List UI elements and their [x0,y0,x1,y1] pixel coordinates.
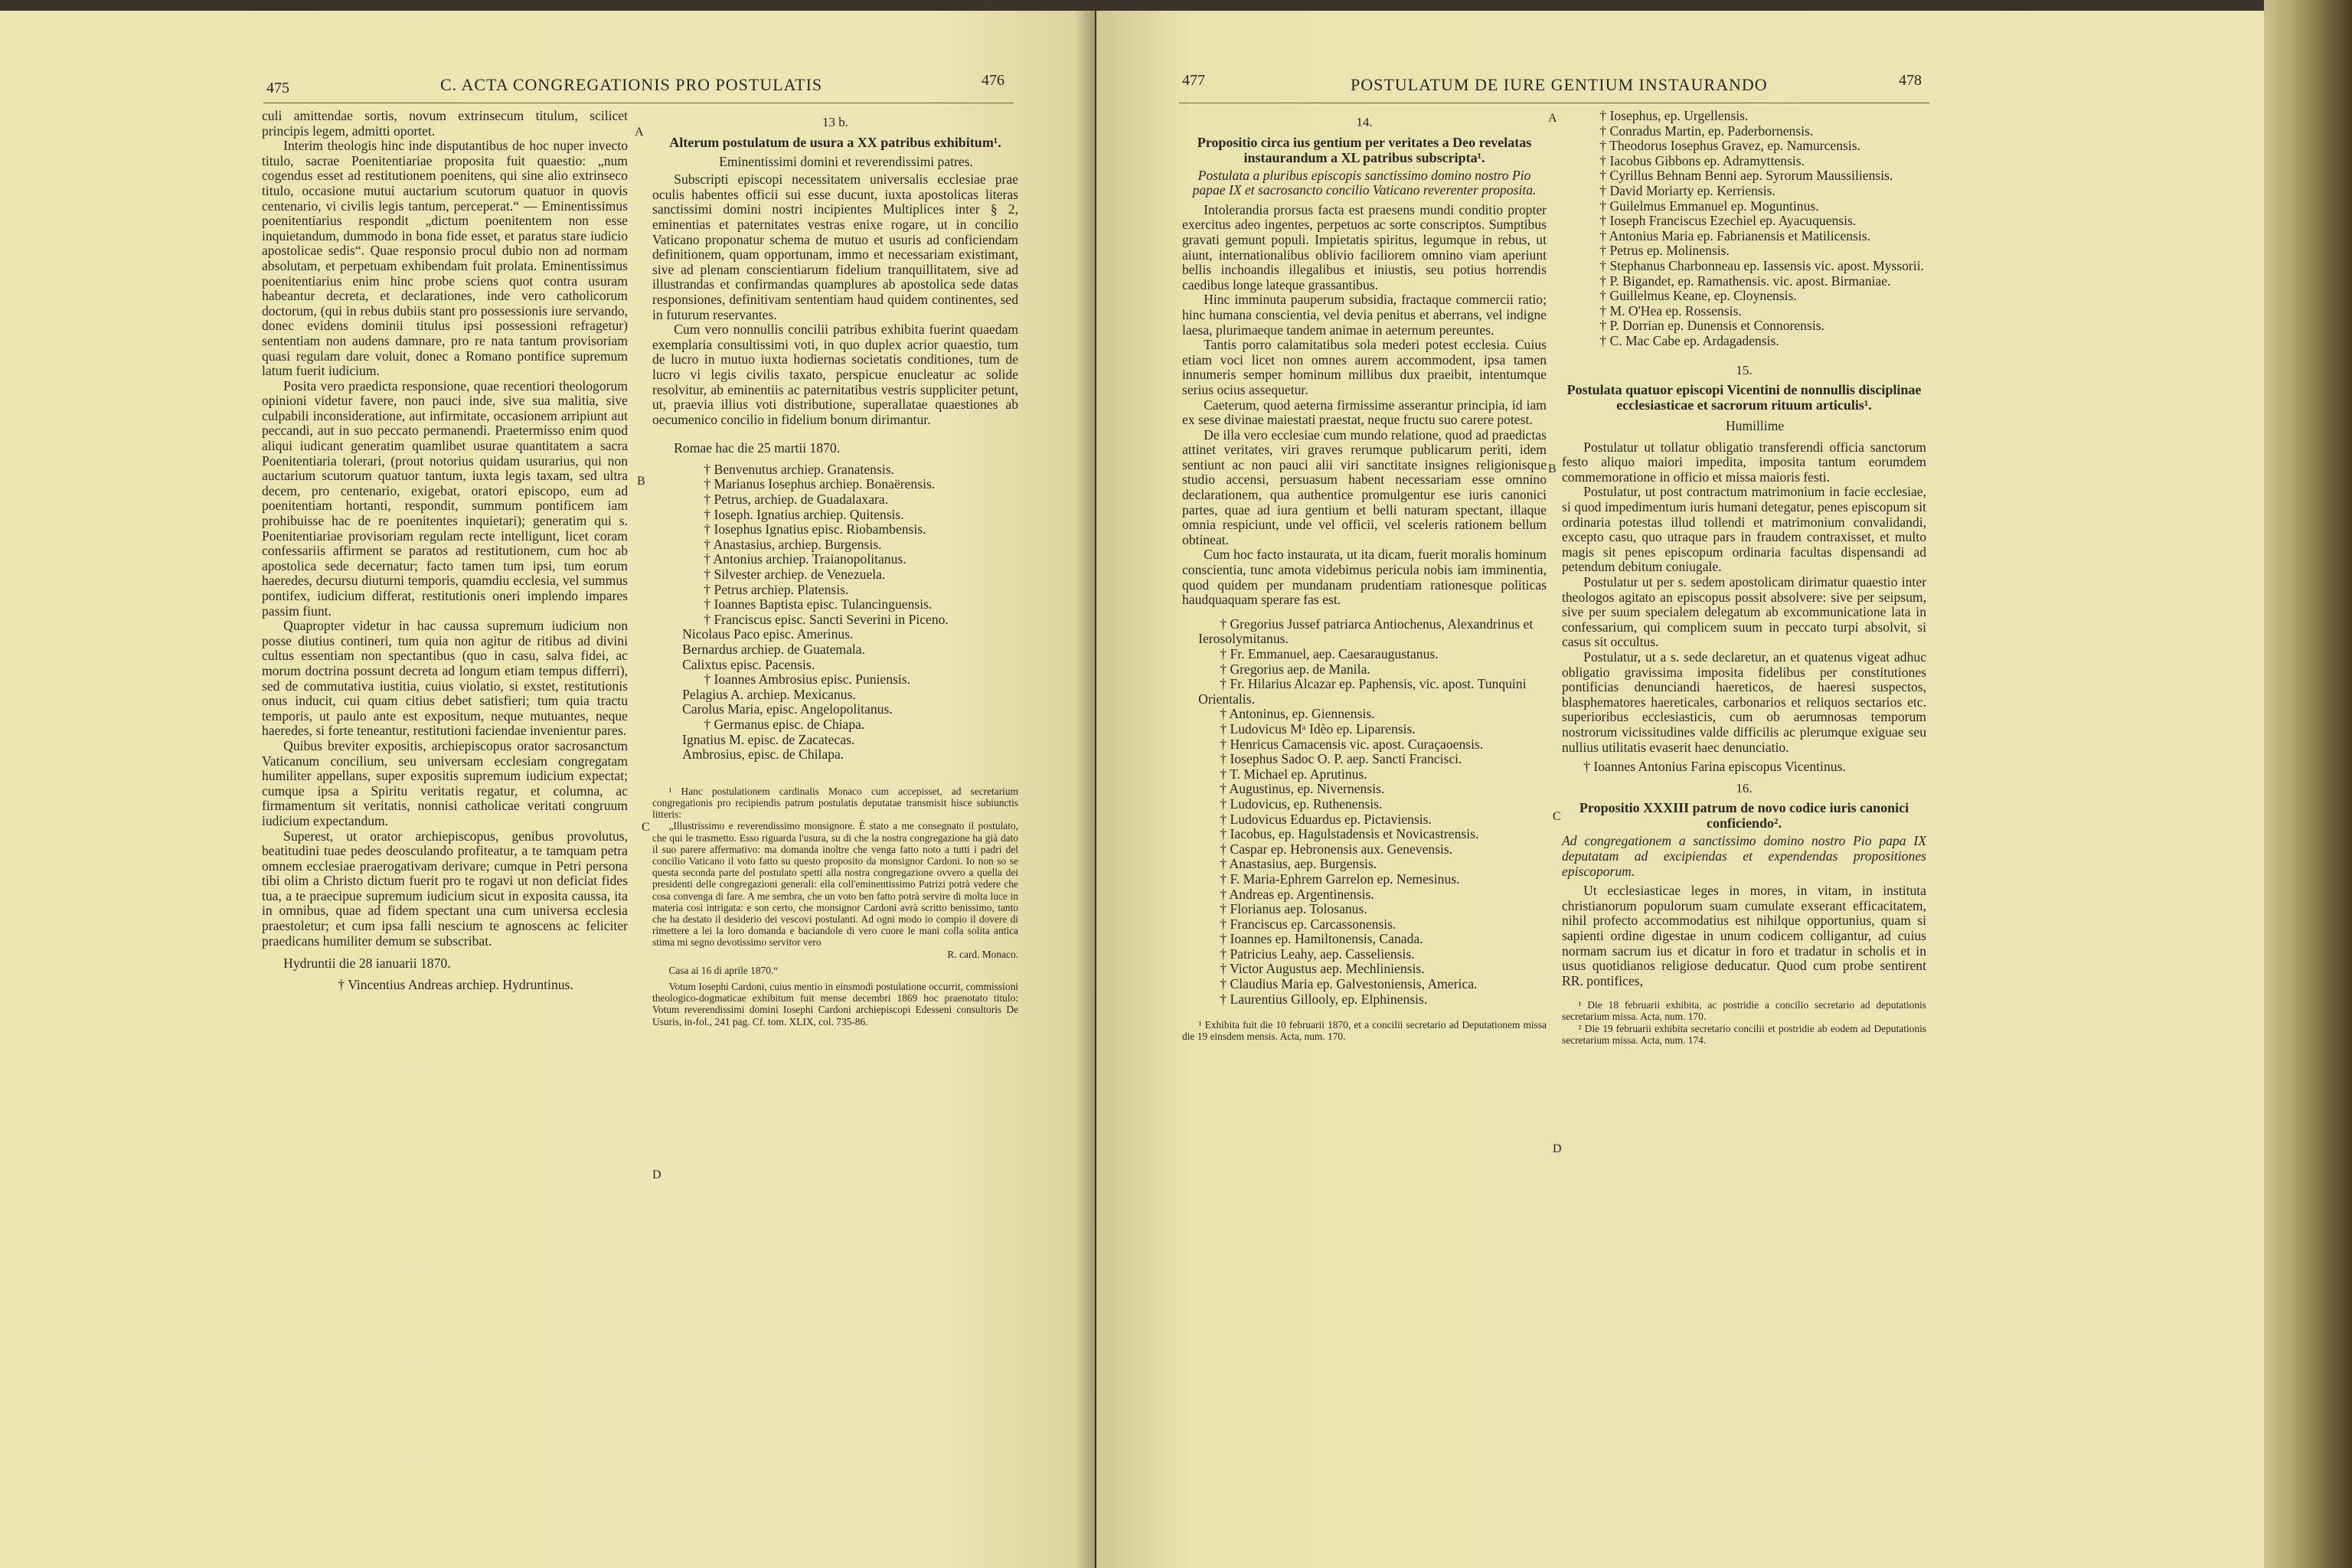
paragraph: Postulatur, ut a s. sede declaretur, an et quatenus vigeat adhuc obligatio gravissima imposita fidelibus per constitutiones pontificias denunciandi haereticos, de haeresi suspectos, blasphematores haereticales, carbonarios et reliquos sectarios etc. superioribus ecclesiasticis, cum ob aerumnosas temporum nostrorum vicissitudines valde difficilis ac plerumque exiguae seu nullius utilitatis evaserit haec denunciatio. [1562,649,1926,755]
footnotes [1562,999,1926,1046]
page-number-right: 476 [982,72,1004,89]
signatory: Ignatius M. episc. de Zacatecas. [682,731,855,747]
book-fore-edge [2264,0,2352,1568]
paragraph: Postulatur ut tollatur obligatio transferendi officia sanctorum festo aliquo maiori impedita, imposita tantum eorumdem commemoratione in officio et missa maioris festi. [1562,439,1926,485]
paragraph: Hinc imminuta pauperum subsidia, fractaque commercii ratio; hinc humana conscientia, vel devia penitus et aberrans, vel indigne laesa, plurimaeque tandem animae in aeternum pereuntes. [1182,292,1547,338]
margin-letter-c: C [1553,810,1561,823]
salutation: Eminentissimi domini et reverendissimi patres. [719,153,973,169]
signatory: † Gregorius Jussef patriarca Antiochenus, Alexandrinus et Ierosolymitanus. [1198,616,1534,647]
section-number: 14. [1356,115,1373,129]
section-title: Postulata quatuor episcopi Vicentini de nonnullis disciplinae ecclesiasticae et sacrorum rituum articulis¹. [1566,382,1922,413]
footnote: ¹ Hanc postulationem cardinalis Monaco cum accepisset, ad secretarium congregationis pro recipiendis patrum postulatis deputatae transmisit hisce subiunctis litteris: [652,785,1018,821]
signatory: Carolus Maria, episc. Angelopolitanus. [682,701,893,717]
paragraph: Quibus breviter expositis, archiepiscopus orator sacrosanctum Vaticanum concilium, seu universam ecclesiam congregatam humiliter appellans, super expositis supremum iudicium expectat; cumque ipsa a Spiritu veritatis regatur, et columna, ac firmamentum sit veritatis, nonnisi catholicae veritati congruum iudicium expectandum. [262,737,628,828]
paragraph: Interim theologis hinc inde disputantibus de hoc nuper invecto titulo, sacrae Poenitentiariae proposita fuit quaestio: „num cogendus esset ad restitutionem poenitens, qui sine alio extrinseco titulo, occasione mutui auctarium scutorum quatuor in quovis centenario, vi civilis legis tantum, perceperat.“ — Eminentissimus poenitentiarius respondit „dictum poenitentem non esse inquietandum, dummodo in bona fide esset, et paratus stare iudicio apostolicae sedis“. Quae responsio procul dubio non ad normam absolutam, et perpetuam exhibendam fuit prolata. Eminentissimus poenitentiarius enim hinc probe sciens quot contra usuram habeantur decreta, et declarationes, inde vero catholicorum doctorum, (qui in rebus dubiis stant pro possessionis iure servando, donec evidens dominii titulus ipsi possessioni refragetur) sententiam non audens damnare, pro re nata tantum provisoriam quasi regulam dare voluit, donec a Romano pontifice supremum latum fuerit iudicium. [262,138,628,379]
signatory: † David Moriarty ep. Kerriensis. [1599,182,1775,198]
signatories [1562,109,1926,349]
signatory: † Andreas ep. Argentinensis. [1220,886,1374,902]
signatory: † C. Mac Cabe ep. Ardagadensis. [1599,332,1779,348]
margin-letter-b: B [637,475,645,488]
section-title: Propositio XXXIII patrum de novo codice iuris canonici conficiendo². [1579,800,1909,831]
signatory: † Antoninus, ep. Giennensis. [1220,706,1375,722]
signatory: † Ioannes ep. Hamiltonensis, Canada. [1220,931,1423,947]
signatories [1182,617,1547,1007]
footnote-date: Casa ai 16 di aprile 1870.“ [668,964,779,976]
right-column-1 [1182,109,1547,1043]
salutation: Humillime [1725,418,1785,434]
signatory: † Ioannes Ambrosius episc. Puniensis. [704,671,911,688]
margin-letter-a: A [1548,112,1557,125]
paragraph: Postulatur, ut post contractum matrimonium in facie ecclesiae, si quod impedimentum iuris humani detegatur, penes episcopum sit ordinaria potestas illud tollendi et matrimonium convalidandi, excepto casu, quo utraque pars in fraudem contraxisset, et multo magis sit penes episcopum ordinaria facultas dispensandi ad petendum debitum coniugale. [1562,484,1926,575]
paragraph: Superest, ut orator archiepiscopus, genibus provolutus, beatitudini tuae pedes deosculando profiteatur, a te tamquam petra omnem ecclesiae praerogativam derivare; cumque in Petri persona tibi olim a Christo dictum fuerit pro te rogavi ut non deficiat fides tua, a te praecipue supremum iudicium sicut in exposita caussa, ita in omnibus, quae ad fidem spectant una cum universa ecclesia praestoletur; et cum ipsa falli nescium te agnoscens ac feliciter praedicans humiliter demum se subscribat. [262,828,628,949]
margin-letter-d: D [652,1168,662,1181]
signatory: † Antonius archiep. Traianopolitanus. [704,551,906,567]
left-column-1 [262,109,628,995]
paragraph: Quapropter videtur in hac caussa supremum iudicium non posse diutius contineri, tum quia non agitur de ritibus ad divini cultus essentiam non spectantibus (quo in casu, salva fidei, ac morum doctrina possunt decreta ad longum etiam tempus differri), sed de commutativa iustitia, cuius violatio, si exstet, restitutionis onus inducit, cui quam citius debet satisfieri; tum quia tractu temporis, ut paulo ante est expositum, neque mutuantes, neque haeredes, si forte teneantur, restitutioni faciendae invenientur pares. [262,618,628,739]
signatory: † Fr. Emmanuel, aep. Caesaraugustanus. [1220,646,1439,662]
paragraph: De illa vero ecclesiae cum mundo relatione, quod ad praedictas attinet veritates, viri graves rerumque publicarum periti, idem sentiunt ac non pauci alii viri sanctitate insignes religionisque studio accensi, persuasum habent necessariam esse omnino declarationem, qua authentice promulgentur ese iuris canonici partes, quae ad iura gentium et belli naturam spectant, illaque omnia respiciunt, unde vel officii, vel sceleris rationem bellum obtineat. [1182,426,1547,547]
footnote: Votum Iosephi Cardoni, cuius mentio in einsmodi postulatione occurrit, commissioni theologico-dogmaticae exhibitum fuit mense decembri 1869 hoc praenotato titulo: Votum reverendissimi domini Iosephi Cardoni archiepiscopi Edesseni consultoris De Usuris, in-fol., 241 pag. Cf. tom. XLIX, col. 735-86. [652,981,1018,1027]
signatory: † Gregorius aep. de Manila. [1220,661,1370,677]
signatory: † P. Dorrian ep. Dunensis et Connorensis. [1599,318,1824,334]
signatory: † Stephanus Charbonneau ep. Iassensis vic. apost. Myssorii. [1599,257,1924,273]
signatory: † T. Michael ep. Aprutinus. [1220,766,1367,782]
signatory: † Iosephus Sadoc O. P. aep. Sancti Francisci. [1220,751,1462,767]
signatory: † Petrus archiep. Platensis. [704,581,849,597]
signatory: † Ioannes Baptista episc. Tulancinguensis. [704,596,933,612]
footnote: ¹ Die 18 februarii exhibita, ac postridie a concilio secretario ad deputationis secretarium missa. Acta, num. 170. [1562,999,1926,1023]
signatory: † F. Maria-Ephrem Garrelon ep. Nemesinus. [1220,871,1460,887]
date-line: Romae hac die 25 martii 1870. [674,440,841,456]
signatory: † Cyrillus Behnam Benni aep. Syrorum Maussiliensis. [1599,168,1893,184]
footnote: ¹ Exhibita fuit die 10 februarii 1870, et a concilii secretario ad Deputationem missa die 19 einsdem mensis. Acta, num. 170. [1182,1019,1547,1043]
signatory: † Anastasius, archiep. Burgensis. [704,536,882,552]
signatory: † Germanus episc. de Chiapa. [704,716,865,732]
signatory: † Iacobus, ep. Hagulstadensis et Novicastrensis. [1220,826,1479,842]
signatory: † Guilelmus Emmanuel ep. Moguntinus. [1599,198,1819,214]
signatories [652,462,1018,763]
signatory: † Antonius Maria ep. Fabrianensis et Matilicensis. [1599,227,1871,243]
signatory: † Iacobus Gibbons ep. Adramyttensis. [1599,152,1805,168]
signatory: † Franciscus ep. Carcassonensis. [1220,916,1396,932]
right-column-2 [1562,109,1926,1046]
page-number-left: 475 [266,80,289,96]
signatory: † M. O'Hea ep. Rossensis. [1599,302,1742,318]
section-number: 16. [1736,780,1753,795]
section-number: 15. [1736,362,1753,377]
signatory: † Ioseph. Ignatius archiep. Quitensis. [704,506,904,522]
signatory: Ambrosius, episc. de Chilapa. [682,746,844,763]
date-line: Hydruntii die 28 ianuarii 1870. [283,956,451,972]
signatory: † Anastasius, aep. Burgensis. [1220,856,1377,872]
footnote-signature: R. card. Monaco. [947,948,1018,960]
signatory: † Iosephus Ignatius episc. Riobambensis. [704,521,926,537]
footnote: „Illustrissimo e reverendissimo monsignore. È stato a me consegnato il postulato, che qui le trasmetto. Esso riguarda l'usura, su di che la nostra congregazione ha già dato il suo parere affermativo: ma domanda inoltre che venga fatto noto a tutti i padri del concilio Vaticano il voto fatto su questo proposito da monsignor Cardoni. Io non so se questa seconda parte del postulato spetti alla nostra congregazione ovvero a quella dei presidenti delle congregazioni generali: ella coll'eminentissimo Patrizi potrà vedere che cosa convenga di fare. A me sembra, che un voto ben fatto potrà servire di molta luce in materia così intrigata: e son certo, che monsignor Cardoni avrà scritto benissimo, tanto che ha destato il desiderio dei vescovi postulanti. Ad ogni modo io compio il dovere di rimettere a lei la loro domanda e baciandole di vero cuore le mani colla solita antica stima mi segno devotissimo servitor vero [652,820,1018,949]
signatory: † Victor Augustus aep. Mechliniensis. [1220,961,1425,977]
signatory: † Laurentius Gillooly, ep. Elphinensis. [1220,991,1428,1007]
signatory: † Iosephus, ep. Urgellensis. [1599,108,1749,123]
signatory: † Patricius Leahy, aep. Casseliensis. [1220,946,1415,962]
signatory: † Silvester archiep. de Venezuela. [704,567,886,583]
signatory: † Ioseph Franciscus Ezechiel ep. Ayacuquensis. [1599,213,1857,229]
running-header-right: POSTULATUM DE IURE GENTIUM INSTAURANDO [1351,75,1768,94]
signatory: † Conradus Martin, ep. Paderbornensis. [1599,122,1814,139]
footnotes [652,786,1018,1027]
paragraph: Posita vero praedicta responsione, quae recentiori theologorum opinioni videtur favere, non pauci inde, sive sua malitia, sive culpabili inconsideratione, aut infirmitate, occasionem arripiunt aut peccandi, aut in suo peccato permanendi. Praetermisso enim quod aliqui iudicant generatim quamlibet usurae quantitatem a sacra Poenitentiaria tolerari, (prout notorius quidam usurarius, qui non auctarium scutorum quatuor tantum, iuxta legis taxam, sed ultra decem, pro centenario, exigebat, oratori episcopo, eum ad poenitentiam hortanti, respondit, summum pontificem iam prohibuisse hac de re poenitentes inquietari); generatim qui s. Poenitentiariae provisoriam regulam recte intelligunt, licet coram confessariis affirment se paratos ad restitutionem, cum hoc ab apostolica sede decernatur; facto tamen tum ipsi, tum eorum haeredes, decursu diuturni temporis, quamdiu ecclesia, vel summus pontifex, iudicium differat, restitutionis oneri implendo impares passim fiunt. [262,377,628,619]
paragraph: Subscripti episcopi necessitatem universalis ecclesiae prae oculis habentes officii sui esse ducunt, iuxta apostolicas literas sanctissimi domini nostri incipientes Multiplices inter § 2, eminentias et paternitates vestras enixe rogare, ut in concilio Vaticano proponatur schema de mutuo et usuris ad conficiendam definitionem, quam opportunam, immo et necessariam existimant, sive ad plenam conscientiarum fidelium tranquillitatem, sive ad illustrandas et confirmandas quamplures ab apostolica sede datas responsiones, definitivam sententiam haud quidem continentes, sed in futurum reservantes. [652,172,1018,322]
section-subtitle: Ad congregationem a sanctissimo domino nostro Pio papa IX deputatam ad excipiendas et expendendas propositiones episcoporum. [1562,833,1926,879]
signatory: † Fr. Hilarius Alcazar ep. Paphensis, vic. apost. Tunquini Orientalis. [1198,676,1527,707]
signatory: Nicolaus Paco episc. Amerinus. [682,626,854,642]
section-title: Alterum postulatum de usura a XX patribus exhibitum¹. [669,134,1001,150]
signatory: Bernardus archiep. de Guatemala. [682,642,865,657]
signatory: † Ludovicus Eduardus ep. Pictaviensis. [1220,811,1432,827]
signature: † Vincentius Andreas archiep. Hydruntinus. [338,976,573,992]
paragraph: Postulatur ut per s. sedem apostolicam dirimatur quaestio inter theologos agitato an episcopus possit absolvere: sive per seipsum, sive per suum specialem delegatum ab excommunicatione lata in confessarium, qui complicem suum in peccato turpi absolvit, si casus sit occultus. [1562,574,1926,650]
signatory: † Benvenutus archiep. Granatensis. [704,461,894,477]
signatory: † Henricus Camacensis vic. apost. Curaçaoensis. [1220,736,1484,752]
signatory: † Petrus ep. Molinensis. [1599,243,1730,259]
page-number-right: 478 [1899,72,1922,89]
left-page [0,11,1095,1568]
signatory: † Florianus aep. Tolosanus. [1220,901,1367,917]
paragraph: Caeterum, quod aeterna firmissime asserantur principia, id iam ex sese divinae maiestati praestat, neque fructu suo carere potest. [1182,397,1547,428]
signatory: † Caspar ep. Hebronensis aux. Genevensis. [1220,841,1453,857]
paragraph: Intolerandia prorsus facta est praesens mundi conditio propter exercitus adeo ingentes, perpetuos ac sorte conscriptos. Sumptibus gravati gemunt populi. Impietatis spiritus, legumque in rebus, ut aiunt, internationalibus oblivio faciliorem omnino viam aperiunt bellis inchoandis illegalibus et iniustis, seu potius horrendis caedibus longe lateque grassantibus. [1182,201,1547,292]
signatory: † Claudius Maria ep. Galvestoniensis, America. [1220,976,1478,992]
footnotes [1182,1019,1547,1042]
page-number-left: 477 [1182,72,1205,89]
paragraph: Cum hoc facto instaurata, ut ita dicam, fuerit moralis hominum conscientia, tunc amota videbimus pericula nobis iam imminentia, quod quidem per mundanam prudentiam rationesque politicas haudquaquam sperare fas est. [1182,547,1547,608]
signatory: † Augustinus, ep. Nivernensis. [1220,781,1385,797]
signatory: Calixtus episc. Pacensis. [682,656,815,672]
paragraph: Ut ecclesiasticae leges in mores, in vitam, in instituta christianorum populorum suam cumulate exserant efficacitatem, nihil profecto accommodatius est nihilque opportunius, quam si sapienti ordine digestae in unum codicem colligantur, ad cuius normam sacrum ius et dicatur in foro et tradatur in scholis et in usus quotidianos religiose deducatur. Quod cum probe sentirent RR. pontifices, [1562,883,1926,988]
right-page [1096,11,2264,1568]
running-header-left: C. ACTA CONGREGATIONIS PRO POSTULATIS [440,75,823,94]
signatory: † Marianus Iosephus archiep. Bonaërensis. [704,476,936,492]
signatory: † Franciscus episc. Sancti Severini in Piceno. [704,611,949,627]
margin-letter-d: D [1553,1142,1562,1155]
signatory: † Ludovicus, ep. Ruthenensis. [1220,795,1383,812]
section-title: Propositio circa ius gentium per veritates a Deo revelatas instaurandum a XL patribus subscripta¹. [1197,134,1532,165]
section-subtitle: Postulata a pluribus episcopis sanctissimo domino nostro Pio papae IX et sacrosancto concilio Vaticano reverenter proposita. [1192,167,1537,198]
signatory: † Ludovicus Mᵃ Idèo ep. Liparensis. [1220,720,1416,737]
paragraph: Cum vero nonnullis concilii patribus exhibita fuerint quaedam exemplaria consultissimi voti, in quo duplex acrior quaestio, tum de lucro in mutuo iuxta hodiernas societatis conditiones, tum de lucro vi legis civilis taxato, perspicue enucleatur ac solide resolvitur, ab eminentiis ac paternitatibus vestris suppliciter petunt, ut, praevia illius voti distributione, superallatae quaestiones ab oecumenico concilio in fidelium bonum dirimantur. [652,322,1018,427]
signatory: † Guillelmus Keane, ep. Cloynensis. [1599,288,1797,304]
margin-letter-a: A [635,126,644,139]
signature: † Ioannes Antonius Farina episcopus Vicentinus. [1583,759,1846,775]
margin-letter-b: B [1548,462,1557,475]
signatory: † Theodorus Iosephus Gravez, ep. Namurcensis. [1599,138,1860,154]
paragraph: culi amittendae sortis, novum extrinsecum titulum, scilicet principis legem, admitti oportet. [262,108,628,139]
margin-letter-c: C [642,821,650,834]
signatory: Pelagius A. archiep. Mexicanus. [682,686,856,702]
signatory: † Petrus, archiep. de Guadalaxara. [704,492,889,508]
footnote: ² Die 19 februarii exhibita secretario concilii et postridie ab eodem ad Deputationis secretarium missa. Acta, num. 174. [1562,1022,1926,1046]
signatory: † P. Bigandet, ep. Ramathensis. vic. apost. Birmaniae. [1599,273,1891,289]
left-column-2 [652,109,1018,1027]
paragraph: Tantis porro calamitatibus sola mederi potest ecclesia. Cuius etiam voci licet non omnes aurem accommodent, ipsa tamen innumeris semper hominum millibus dux praeibit, intentumque serius ocius assequetur. [1182,337,1547,397]
section-number: 13 b. [822,115,848,129]
